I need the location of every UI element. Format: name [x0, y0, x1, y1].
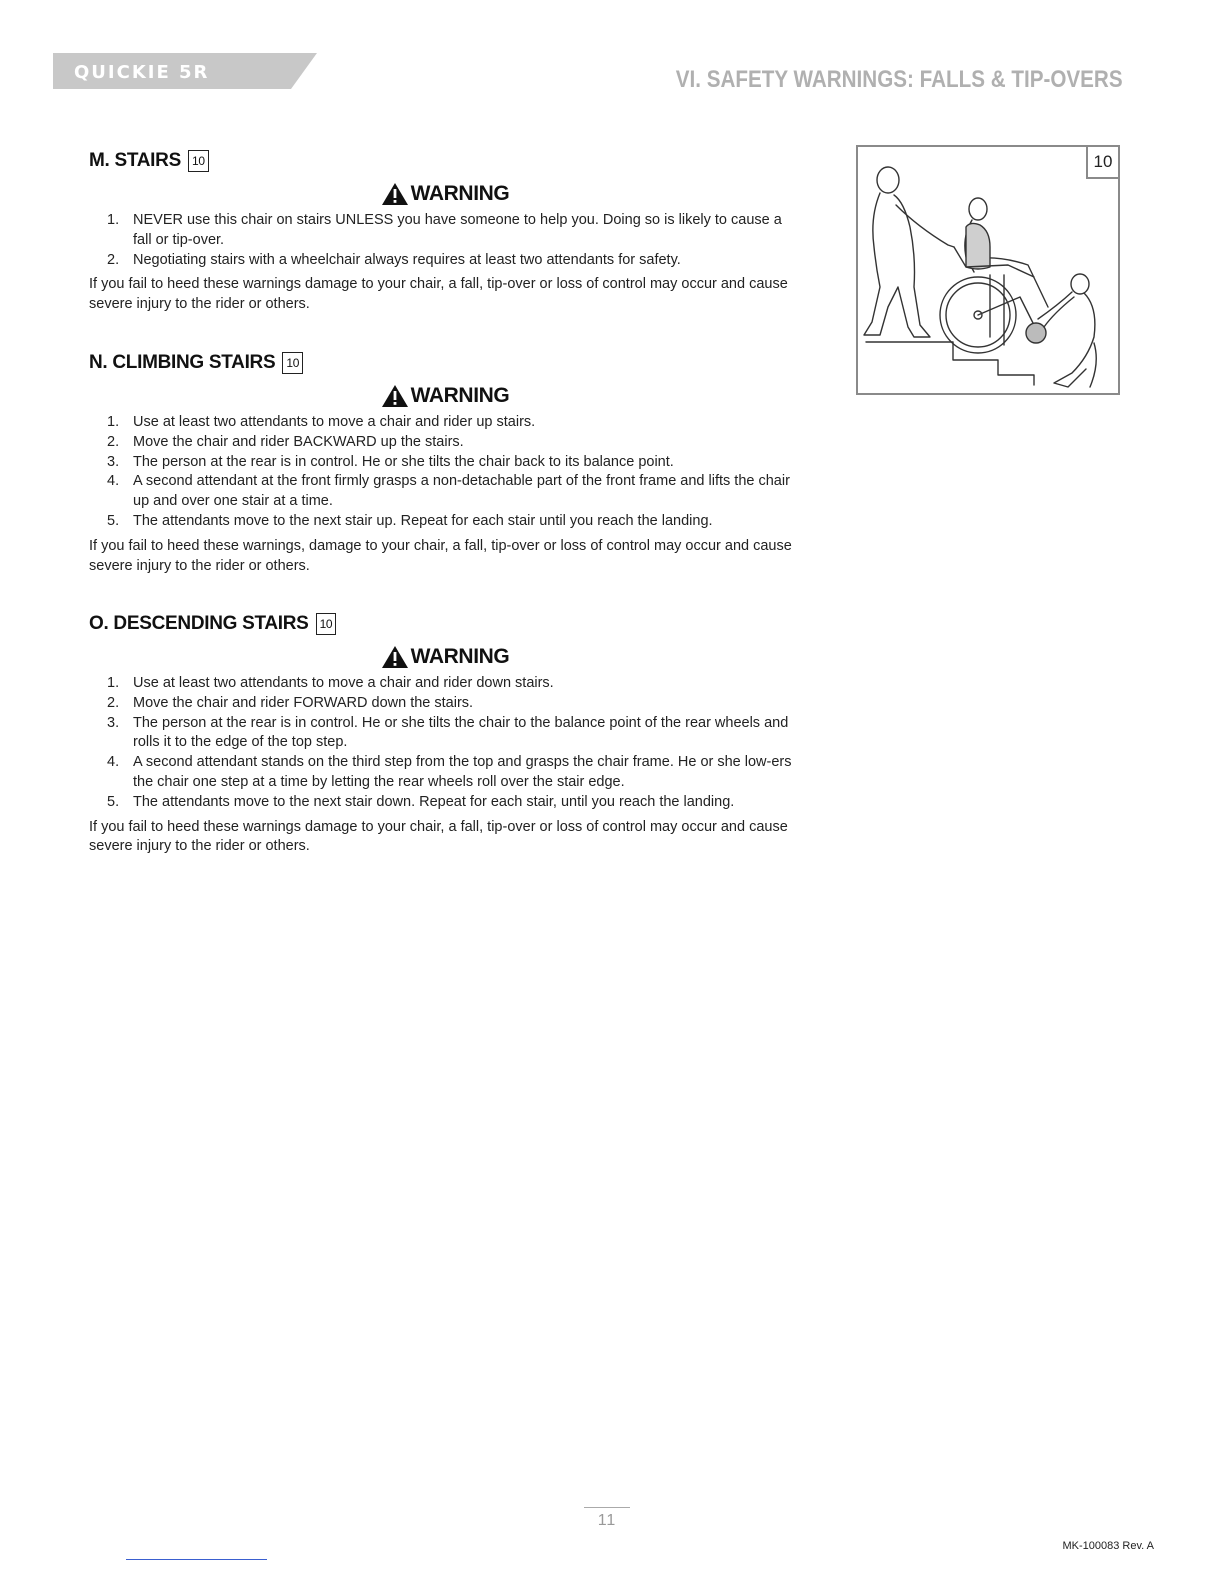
brand-name: QUICKIE 5R	[74, 62, 210, 83]
consequence-text: If you fail to heed these warnings, damage to your chair, a fall, tip-over or loss of control may occur and cause severe injury to the rider or others.	[89, 537, 792, 574]
section-heading	[89, 611, 801, 637]
warning-list	[89, 413, 801, 532]
list-item: 4. A second attendant stands on the third step from the top and grasps the chair frame. He or she low-ers the chair one step at a time by letting the rear wheels roll over the stair edge.	[107, 754, 792, 790]
section-descending-stairs	[89, 611, 801, 857]
list-item: 3. The person at the rear is in control. He or she tilts the chair to the balance point of the rear wheels and rolls it to the edge of the top step.	[107, 714, 789, 751]
warning-triangle-icon	[381, 645, 409, 669]
list-item: 2. Negotiating stairs with a wheelchair always requires at least two attendants for safety.	[107, 251, 681, 268]
footer-rule	[584, 1507, 630, 1508]
section-climbing-stairs	[89, 350, 801, 576]
list-item: 2. Move the chair and rider FORWARD down the stairs.	[107, 694, 474, 711]
section-heading-text: O. DESCENDING STAIRS	[89, 613, 309, 635]
list-item: 2. Move the chair and rider BACKWARD up the stairs.	[107, 433, 464, 450]
warning-triangle-icon	[381, 384, 409, 408]
consequence-text: If you fail to heed these warnings damage to your chair, a fall, tip-over or loss of control may occur and cause severe injury to the rider or others.	[89, 818, 788, 855]
list-item: 3. The person at the rear is in control. He or she tilts the chair back to its balance point.	[107, 453, 674, 470]
page-number: 11	[597, 1512, 617, 1529]
figure-10	[856, 145, 1120, 395]
warning-label: WARNING	[410, 384, 510, 408]
warning-triangle-icon	[381, 182, 409, 206]
figure-reference: 10	[188, 150, 209, 172]
list-item: 5. The attendants move to the next stair down. Repeat for each stair, until you reach the landing.	[107, 793, 735, 810]
section-heading	[89, 350, 801, 376]
figure-number: 10	[1086, 145, 1120, 179]
section-heading-text: N. CLIMBING STAIRS	[89, 352, 276, 374]
link-underline	[126, 1559, 267, 1560]
warning-label: WARNING	[410, 182, 510, 206]
list-item: 5. The attendants move to the next stair up. Repeat for each stair until you reach the landing.	[107, 512, 713, 529]
list-item: 4. A second attendant at the front firmly grasps a non-detachable part of the front frame and lifts the chair up and over one stair at a time.	[107, 473, 790, 510]
consequence-text: If you fail to heed these warnings damage to your chair, a fall, tip-over or loss of control may occur and cause severe injury to the rider or others.	[89, 276, 788, 313]
list-item: 1. Use at least two attendants to move a chair and rider down stairs.	[107, 675, 554, 691]
section-stairs	[89, 148, 801, 315]
figure-reference: 10	[316, 613, 337, 635]
chapter-title: VI. SAFETY WARNINGS: FALLS & TIP-OVERS	[676, 66, 1123, 93]
list-item: 1. Use at least two attendants to move a chair and rider up stairs.	[107, 414, 536, 430]
warning-list	[89, 674, 801, 813]
stairs-assist-illustration	[858, 147, 1118, 393]
warning-header	[89, 382, 801, 410]
warning-list	[89, 211, 801, 270]
warning-header	[89, 180, 801, 208]
section-heading-text: M. STAIRS	[89, 150, 181, 172]
document-code: MK-100083 Rev. A	[1062, 1540, 1154, 1552]
list-item: 1. NEVER use this chair on stairs UNLESS you have someone to help you. Doing so is likely to cause a fall or tip-over.	[107, 212, 782, 248]
section-heading	[89, 148, 801, 174]
warning-label: WARNING	[410, 645, 510, 669]
figure-reference: 10	[282, 352, 303, 374]
warning-header	[89, 643, 801, 671]
